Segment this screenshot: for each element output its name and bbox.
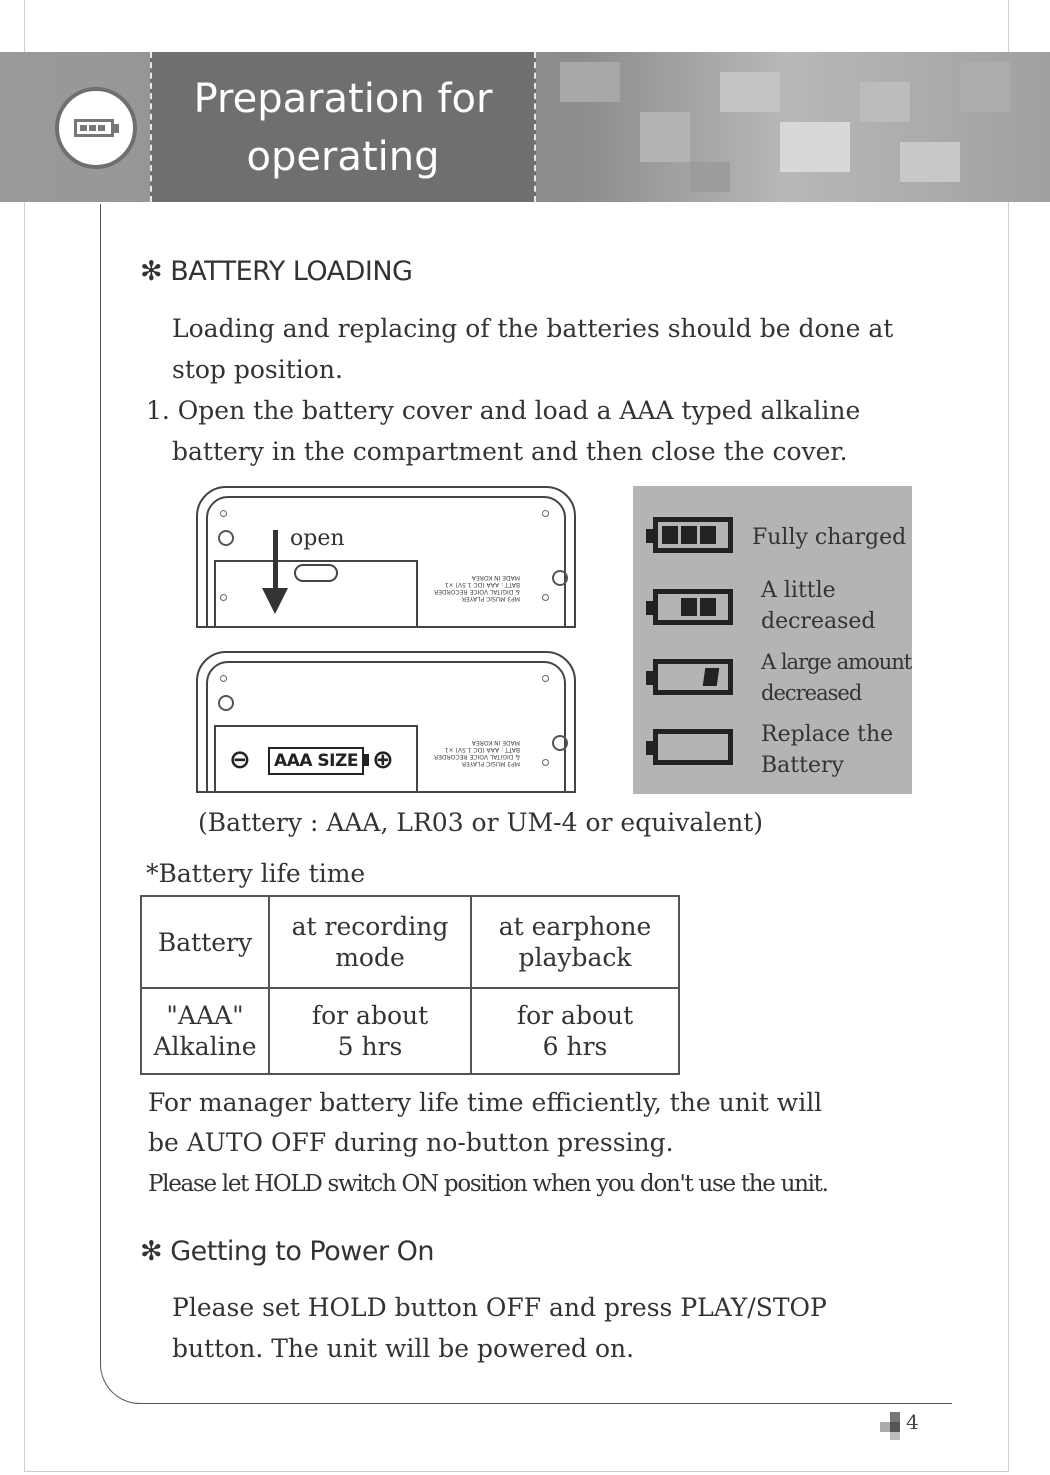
battery-tip [364,754,369,766]
legend-label-3: A large amount decreased [761,650,912,705]
battery-loading-intro-line1: Loading and replacing of the batteries should be done at [172,314,894,343]
open-label: open [290,526,345,551]
auto-off-note-line1: For manager battery life time efficiently, the unit will [148,1088,823,1117]
page-title [150,70,536,186]
page-title-line2: operating [246,134,440,180]
fine-print-1: MP3 MUSIC PLAYER & DIGITAL VOICE RECORDER BATT : AAA (DC 1.5V) ×1 MADE IN KOREA [434,574,520,602]
page-number-ornament [880,1412,902,1440]
cover-latch [294,564,338,582]
battery-type-note: (Battery : AAA, LR03 or UM-4 or equivalent) [198,808,764,837]
legend-label-1: Fully charged [752,525,907,550]
battery-full-icon [653,517,733,553]
battery-one-bar-icon [653,659,733,695]
battery-life-heading: *Battery life time [146,859,366,888]
battery-loading-intro-line2: stop position. [172,355,343,384]
table-header-cell: at recording mode [269,896,471,988]
table-row [141,988,679,1074]
table-cell: "AAA" Alkaline [141,988,269,1074]
table-cell: for about 6 hrs [471,988,679,1074]
battery-icon [55,87,137,169]
power-on-heading: ✻ Getting to Power On [140,1236,435,1267]
battery-loading-heading: ✻ BATTERY LOADING [140,256,413,287]
battery-empty-icon [653,729,733,765]
step1-line2: battery in the compartment and then close the cover. [172,437,848,466]
hold-switch-note: Please let HOLD switch ON position when you don't use the unit. [148,1171,828,1197]
minus-terminal-icon: ⊖ [229,745,251,775]
table-header-cell: Battery [141,896,269,988]
battery-level-legend [633,486,912,794]
page-title-line1: Preparation for [193,76,493,122]
open-arrow-icon [262,588,288,614]
page-number: 4 [906,1410,919,1434]
device-diagram-loaded [196,651,576,793]
step1-line1: 1. Open the battery cover and load a AAA typed alkaline [146,396,861,425]
fine-print-2: MP3 MUSIC PLAYER & DIGITAL VOICE RECORDER BATT : AAA (DC 1.5V) ×1 MADE IN KOREA [434,739,520,767]
table-header-cell: at earphone playback [471,896,679,988]
battery-life-table [140,895,680,1075]
power-on-line2: button. The unit will be powered on. [172,1334,635,1363]
legend-label-4: Replace the Battery [761,722,894,778]
power-on-line1: Please set HOLD button OFF and press PLAY/STOP [172,1293,827,1322]
device-diagram-open [196,486,576,628]
legend-label-2: A little decreased [761,578,876,634]
auto-off-note-line2: be AUTO OFF during no-button pressing. [148,1128,674,1157]
open-arrow-shaft [273,530,278,590]
table-header-row [141,896,679,988]
plus-terminal-icon: ⊕ [372,745,394,775]
table-cell: for about 5 hrs [269,988,471,1074]
aaa-size-battery: AAA SIZE [268,747,364,775]
battery-two-bars-icon [653,589,733,625]
